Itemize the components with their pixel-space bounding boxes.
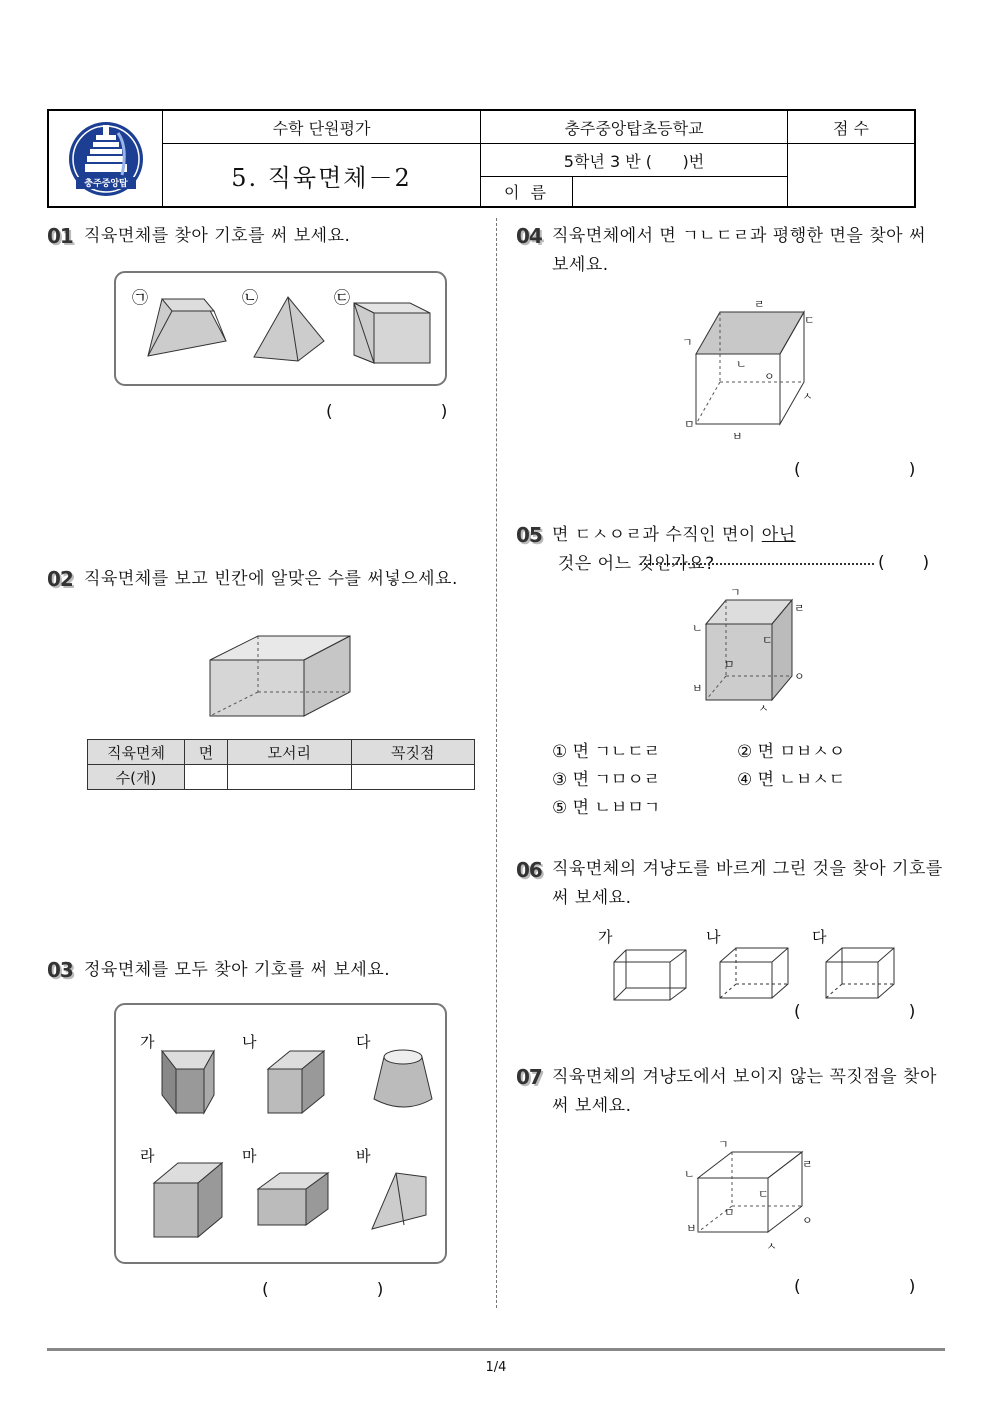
flat-cuboid-shape	[258, 1173, 328, 1225]
q2-faces-input[interactable]	[185, 765, 228, 790]
cuboid-shape	[354, 303, 430, 363]
q2-vertices-input[interactable]	[351, 765, 475, 790]
q1-label-b: ㉡	[242, 288, 259, 307]
q2-number: 02	[47, 567, 73, 591]
q5-text-post: 것은 어느 것인가요?	[552, 554, 715, 574]
q5-vertex-m: ㅁ	[724, 658, 735, 671]
q4-vertex-g: ㄱ	[682, 336, 693, 349]
sketch-na	[720, 948, 788, 998]
q2-edges-input[interactable]	[228, 765, 351, 790]
q5-option-3[interactable]: ③ 면 ㄱㅁㅇㄹ	[552, 770, 661, 790]
q4-vertex-b: ㅂ	[732, 430, 743, 443]
q7-vertex-m: ㅁ	[724, 1206, 735, 1219]
q1-answer-paren[interactable]: ( )	[326, 402, 448, 422]
q2-cuboid	[208, 634, 354, 720]
name-label-cell: 이 름	[481, 177, 573, 206]
q5-vertex-g: ㄱ	[730, 586, 741, 599]
logo-text: 충주중앙탑	[83, 178, 128, 189]
logo-cell	[49, 111, 163, 206]
q7-vertex-n: ㄴ	[684, 1168, 695, 1181]
q2-header-edges: 모서리	[228, 740, 351, 765]
q5-answer-paren[interactable]: ( )	[878, 553, 930, 573]
q7-text: 직육면체의 겨냥도에서 보이지 않는 꼭짓점을 찾아 써 보세요.	[552, 1067, 937, 1116]
q4-vertex-m: ㅁ	[684, 418, 695, 431]
q5-leader-dots	[640, 563, 874, 565]
class-number-cell[interactable]: 5학년 3 반 ( )번	[481, 144, 788, 177]
q3-label-da: 다	[356, 1033, 371, 1051]
q1-number: 01	[47, 224, 73, 248]
q7-vertex-o: ㅇ	[802, 1214, 813, 1227]
q1-label-a: ㉠	[132, 288, 149, 307]
q6-number: 06	[516, 858, 542, 882]
q2-row-label: 수(개)	[88, 765, 185, 790]
q5-vertex-o: ㅇ	[794, 670, 805, 683]
q3-number: 03	[47, 958, 73, 982]
score-field[interactable]	[788, 144, 914, 206]
q4-answer-paren[interactable]: ( )	[794, 460, 916, 480]
q7-vertex-s: ㅅ	[766, 1240, 777, 1253]
page-number: 1/4	[485, 1360, 507, 1375]
q7-vertex-r: ㄹ	[802, 1158, 813, 1171]
prism-shape	[162, 1051, 214, 1113]
q5-text-pre: 면 ㄷㅅㅇㄹ과 수직인 면이	[552, 525, 762, 545]
q1-text: 직육면체를 찾아 기호를 써 보세요.	[84, 226, 351, 246]
q7-vertex-g: ㄱ	[718, 1138, 729, 1151]
q5-vertex-d: ㄷ	[762, 634, 773, 647]
q6-label-na: 나	[706, 928, 721, 946]
q4-cuboid	[680, 296, 820, 444]
q5-vertex-n: ㄴ	[692, 622, 703, 635]
q3-label-ba: 바	[356, 1147, 371, 1165]
q1-figure-box	[114, 271, 448, 387]
q5-vertex-r: ㄹ	[794, 602, 805, 615]
footer-rule	[47, 1348, 945, 1351]
q2-table	[87, 739, 475, 790]
q5-vertex-b: ㅂ	[692, 682, 703, 695]
q2-header-vertices: 꼭짓점	[351, 740, 475, 765]
sketch-da	[826, 948, 894, 998]
q6-answer-paren[interactable]: ( )	[794, 1002, 916, 1022]
q6-label-da: 다	[812, 928, 827, 946]
sketch-ga	[614, 950, 686, 1000]
q5-option-4[interactable]: ④ 면 ㄴㅂㅅㄷ	[737, 770, 846, 790]
subject-cell: 수학 단원평가	[163, 111, 481, 144]
q6-label-ga: 가	[598, 928, 613, 946]
q3-text: 정육면체를 모두 찾아 기호를 써 보세요.	[84, 960, 391, 980]
q1-label-c: ㉢	[334, 288, 351, 307]
q4-vertex-d: ㄷ	[804, 314, 815, 327]
q2-header-faces: 면	[185, 740, 228, 765]
q6-text: 직육면체의 겨냥도를 바르게 그린 것을 찾아 기호를 써 보세요.	[552, 859, 943, 908]
cube-shape-large	[154, 1163, 222, 1237]
q3-answer-paren[interactable]: ( )	[262, 1280, 384, 1300]
q6-figures	[596, 926, 906, 1002]
q3-label-ma: 마	[242, 1147, 257, 1165]
q7-number: 07	[516, 1065, 542, 1089]
q3-label-ra: 라	[140, 1147, 155, 1165]
q4-vertex-n: ㄴ	[736, 358, 747, 371]
q7-vertex-d: ㄷ	[758, 1188, 769, 1201]
column-divider	[496, 218, 497, 1308]
unit-title: 5. 직육면체－2	[163, 144, 481, 206]
q7-answer-paren[interactable]: ( )	[794, 1277, 916, 1297]
q5-number: 05	[516, 523, 542, 547]
q4-vertex-r: ㄹ	[754, 298, 765, 311]
school-cell: 충주중앙탑초등학교	[481, 111, 788, 144]
name-field[interactable]	[573, 177, 788, 206]
q5-option-1[interactable]: ① 면 ㄱㄴㄷㄹ	[552, 742, 661, 762]
exam-header	[47, 109, 916, 208]
q5-option-5[interactable]: ⑤ 면 ㄴㅂㅁㄱ	[552, 798, 661, 818]
q5-option-2[interactable]: ② 면 ㅁㅂㅅㅇ	[737, 742, 846, 762]
q2-text: 직육면체를 보고 빈칸에 알맞은 수를 써넣으세요.	[84, 569, 458, 589]
q7-cuboid	[680, 1138, 820, 1256]
q4-vertex-o: ㅇ	[764, 370, 775, 383]
q3-label-ga: 가	[140, 1033, 155, 1051]
q5-vertex-s: ㅅ	[758, 702, 769, 715]
q5-text-underline: 아닌	[761, 525, 796, 545]
q3-label-na: 나	[242, 1033, 257, 1051]
q4-vertex-s: ㅅ	[802, 390, 813, 403]
q2-header-shape: 직육면체	[88, 740, 185, 765]
q3-figure-box	[114, 1003, 448, 1265]
school-logo	[66, 119, 146, 199]
q5-cuboid	[686, 586, 812, 716]
q7-vertex-b: ㅂ	[686, 1222, 697, 1235]
q4-text: 직육면체에서 면 ㄱㄴㄷㄹ과 평행한 면을 찾아 써 보세요.	[552, 226, 926, 275]
score-label-cell: 점 수	[788, 111, 914, 144]
q4-number: 04	[516, 224, 542, 248]
